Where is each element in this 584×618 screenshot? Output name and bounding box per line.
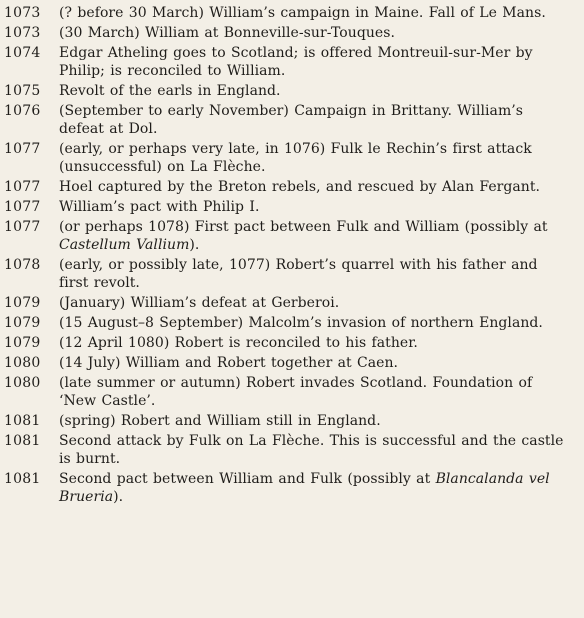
timeline-entry	[0, 218, 584, 254]
entry-text	[59, 82, 584, 100]
entry-year: 1077	[4, 199, 41, 215]
entry-year: 1081	[4, 413, 41, 429]
entry-text	[59, 178, 584, 196]
entry-text-segment: (30 March) William at Bonneville-sur-Touques.	[59, 25, 395, 41]
timeline-entry	[0, 24, 584, 42]
entry-italic-text: Castellum Vallium	[59, 237, 190, 253]
entry-text-segment: Edgar Atheling goes to Scotland; is offered Montreuil-sur-Mer by Philip; is reconciled to William.	[59, 45, 533, 79]
entry-year: 1077	[4, 141, 41, 157]
timeline-entry	[0, 82, 584, 100]
entry-year: 1074	[4, 45, 41, 61]
entry-text-segment: ).	[189, 237, 200, 253]
timeline-list	[0, 4, 584, 506]
entry-text	[59, 256, 584, 292]
entry-year: 1080	[4, 375, 41, 391]
entry-text-segment: (12 April 1080) Robert is reconciled to his father.	[59, 335, 418, 351]
timeline-entry	[0, 294, 584, 312]
entry-text-segment: Second pact between William and Fulk (possibly at	[59, 471, 436, 487]
entry-year: 1073	[4, 25, 41, 41]
entry-text	[59, 412, 584, 430]
entry-text-segment: Second attack by Fulk on La Flèche. This is successful and the castle is burnt.	[59, 433, 564, 467]
timeline-entry	[0, 412, 584, 430]
entry-year: 1079	[4, 315, 41, 331]
entry-year: 1081	[4, 433, 41, 449]
timeline-entry	[0, 314, 584, 332]
timeline-entry	[0, 102, 584, 138]
entry-year: 1077	[4, 219, 41, 235]
entry-text-segment: (early, or perhaps very late, in 1076) Fulk le Rechin’s first attack (unsuccessful) on La Flèche.	[59, 141, 532, 175]
entry-text-segment: Revolt of the earls in England.	[59, 83, 281, 99]
entry-text-segment: (early, or possibly late, 1077) Robert’s quarrel with his father and first revolt.	[59, 257, 538, 291]
entry-text	[59, 470, 584, 506]
entry-text	[59, 198, 584, 216]
timeline-entry	[0, 44, 584, 80]
entry-text-segment: Hoel captured by the Breton rebels, and rescued by Alan Fergant.	[59, 179, 541, 195]
entry-text	[59, 4, 584, 22]
entry-year: 1073	[4, 5, 41, 21]
entry-text-segment: (15 August–8 September) Malcolm’s invasion of northern England.	[59, 315, 543, 331]
entry-text-segment: ).	[113, 489, 124, 505]
timeline-entry	[0, 354, 584, 372]
entry-text	[59, 432, 584, 468]
entry-text	[59, 294, 584, 312]
entry-text	[59, 334, 584, 352]
timeline-entry	[0, 470, 584, 506]
entry-year: 1081	[4, 471, 41, 487]
entry-text-segment: (September to early November) Campaign in Brittany. William’s defeat at Dol.	[59, 103, 524, 137]
entry-year: 1077	[4, 179, 41, 195]
timeline-entry	[0, 432, 584, 468]
timeline-entry	[0, 198, 584, 216]
entry-year: 1079	[4, 295, 41, 311]
entry-text-segment: (late summer or autumn) Robert invades Scotland. Foundation of ‘New Castle’.	[59, 375, 533, 409]
entry-year: 1075	[4, 83, 41, 99]
entry-text	[59, 374, 584, 410]
entry-text-segment: (or perhaps 1078) First pact between Fulk and William (possibly at	[59, 219, 548, 235]
entry-text	[59, 354, 584, 372]
timeline-entry	[0, 334, 584, 352]
timeline-entry	[0, 374, 584, 410]
entry-text	[59, 24, 584, 42]
timeline-entry	[0, 140, 584, 176]
entry-text-segment: (January) William’s defeat at Gerberoi.	[59, 295, 340, 311]
entry-text-segment: (spring) Robert and William still in England.	[59, 413, 381, 429]
entry-text	[59, 102, 584, 138]
entry-year: 1079	[4, 335, 41, 351]
entry-text	[59, 140, 584, 176]
entry-text	[59, 314, 584, 332]
entry-year: 1076	[4, 103, 41, 119]
entry-text-segment: William’s pact with Philip I.	[59, 199, 260, 215]
timeline-entry	[0, 256, 584, 292]
entry-year: 1080	[4, 355, 41, 371]
entry-text-segment: (14 July) William and Robert together at Caen.	[59, 355, 399, 371]
entry-text	[59, 218, 584, 254]
entry-italic-text: Blancalanda vel Brueria	[59, 471, 550, 505]
timeline-entry	[0, 4, 584, 22]
timeline-entry	[0, 178, 584, 196]
entry-text-segment: (? before 30 March) William’s campaign in Maine. Fall of Le Mans.	[59, 5, 546, 21]
entry-text	[59, 44, 584, 80]
entry-year: 1078	[4, 257, 41, 273]
